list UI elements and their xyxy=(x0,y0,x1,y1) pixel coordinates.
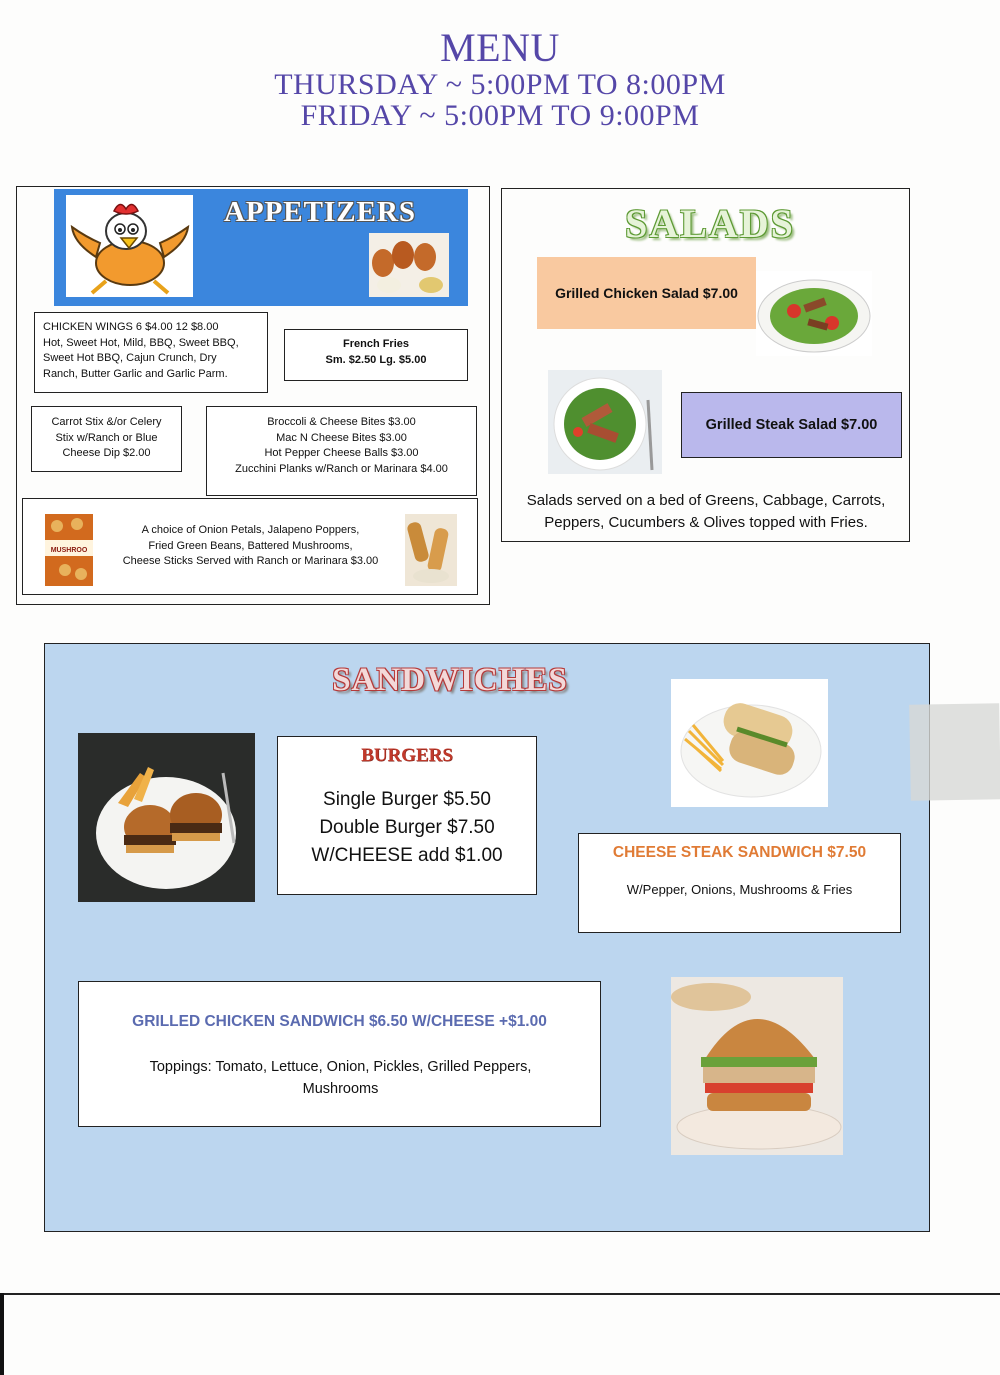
onion-line: A choice of Onion Petals, Jalapeno Poppers, xyxy=(141,524,360,536)
chicken-wings-box xyxy=(34,312,268,393)
onion-petals-box xyxy=(22,498,478,595)
menu-title: MENU xyxy=(440,25,560,70)
bites-line: Hot Pepper Cheese Balls $3.00 xyxy=(264,447,419,459)
sandwiches-heading: SANDWICHES xyxy=(332,662,568,698)
burger-item: Double Burger $7.50 xyxy=(319,817,495,838)
chicken-mascot-image xyxy=(66,195,193,297)
wings-line: Ranch, Butter Garlic and Garlic Parm. xyxy=(43,367,228,380)
thursday-hours: THURSDAY ~ 5:00PM TO 8:00PM xyxy=(274,68,726,101)
grilled-chicken-toppings xyxy=(114,1056,567,1100)
onion-petals-text xyxy=(113,523,388,570)
mushroom-package-label: MUSHROO xyxy=(50,547,88,554)
cheese-steak-image xyxy=(671,679,828,807)
salad-note-line: Salads served on a bed of Greens, Cabbage, Carrots, xyxy=(526,492,886,509)
mushroom-package-image xyxy=(45,514,93,586)
fried-food-image xyxy=(405,514,457,586)
french-fries-box xyxy=(284,329,468,381)
chicken-salad-image xyxy=(756,271,872,356)
grilled-chicken-sandwich-title: GRILLED CHICKEN SANDWICH $6.50 W/CHEESE +$1.00 xyxy=(132,1013,547,1030)
wings-line: CHICKEN WINGS 6 $4.00 12 $8.00 xyxy=(43,321,219,333)
scan-edge xyxy=(0,1293,1000,1295)
friday-hours: FRIDAY ~ 5:00PM TO 9:00PM xyxy=(300,99,700,132)
carrot-line: Carrot Stix &/or Celery xyxy=(51,416,162,428)
burgers-image xyxy=(78,733,255,902)
grilled-chicken-salad: Grilled Chicken Salad $7.00 xyxy=(537,257,756,329)
salads-description xyxy=(506,490,906,534)
bites-line: Zucchini Planks w/Ranch or Marinara $4.00 xyxy=(235,462,448,475)
bites-box xyxy=(206,406,477,496)
burgers-box xyxy=(277,736,537,895)
fries-title: French Fries xyxy=(342,338,410,350)
scan-edge xyxy=(0,1293,4,1375)
tape-strip xyxy=(909,703,1000,801)
chicken-sandwich-image xyxy=(671,977,843,1155)
burger-item: W/CHEESE add $1.00 xyxy=(311,845,503,866)
grilled-chicken-sandwich-box xyxy=(78,981,601,1127)
cheese-steak-description: W/Pepper, Onions, Mushrooms & Fries xyxy=(626,882,853,897)
burger-item: Single Burger $5.50 xyxy=(323,789,491,810)
cheese-steak-box xyxy=(578,833,901,933)
toppings-line: Mushrooms xyxy=(302,1081,379,1097)
appetizers-heading: APPETIZERS xyxy=(223,196,417,228)
carrot-line: Stix w/Ranch or Blue xyxy=(55,431,158,444)
bites-line: Broccoli & Cheese Bites $3.00 xyxy=(267,416,416,428)
bites-line: Mac N Cheese Bites $3.00 xyxy=(276,431,407,444)
steak-salad-image xyxy=(548,370,662,474)
onion-line: Cheese Sticks Served with Ranch or Marinara $3.00 xyxy=(122,555,379,567)
burgers-list xyxy=(278,786,536,870)
salads-heading: SALADS xyxy=(625,201,795,246)
wings-line: Sweet Hot BBQ, Cajun Crunch, Dry xyxy=(43,352,217,364)
toppings-line: Toppings: Tomato, Lettuce, Onion, Pickles, Grilled Peppers, xyxy=(149,1059,532,1075)
jalapeno-poppers-image xyxy=(369,233,449,297)
burgers-title: BURGERS xyxy=(361,745,453,766)
wings-line: Hot, Sweet Hot, Mild, BBQ, Sweet BBQ, xyxy=(43,336,239,349)
fries-prices: Sm. $2.50 Lg. $5.00 xyxy=(325,353,427,366)
carrot-line: Cheese Dip $2.00 xyxy=(62,447,151,459)
carrot-celery-box xyxy=(31,406,182,472)
cheese-steak-title: CHEESE STEAK SANDWICH $7.50 xyxy=(612,844,867,861)
grilled-steak-salad: Grilled Steak Salad $7.00 xyxy=(681,392,902,458)
salad-note-line: Peppers, Cucumbers & Olives topped with Fries. xyxy=(544,514,868,531)
onion-line: Fried Green Beans, Battered Mushrooms, xyxy=(148,539,353,552)
